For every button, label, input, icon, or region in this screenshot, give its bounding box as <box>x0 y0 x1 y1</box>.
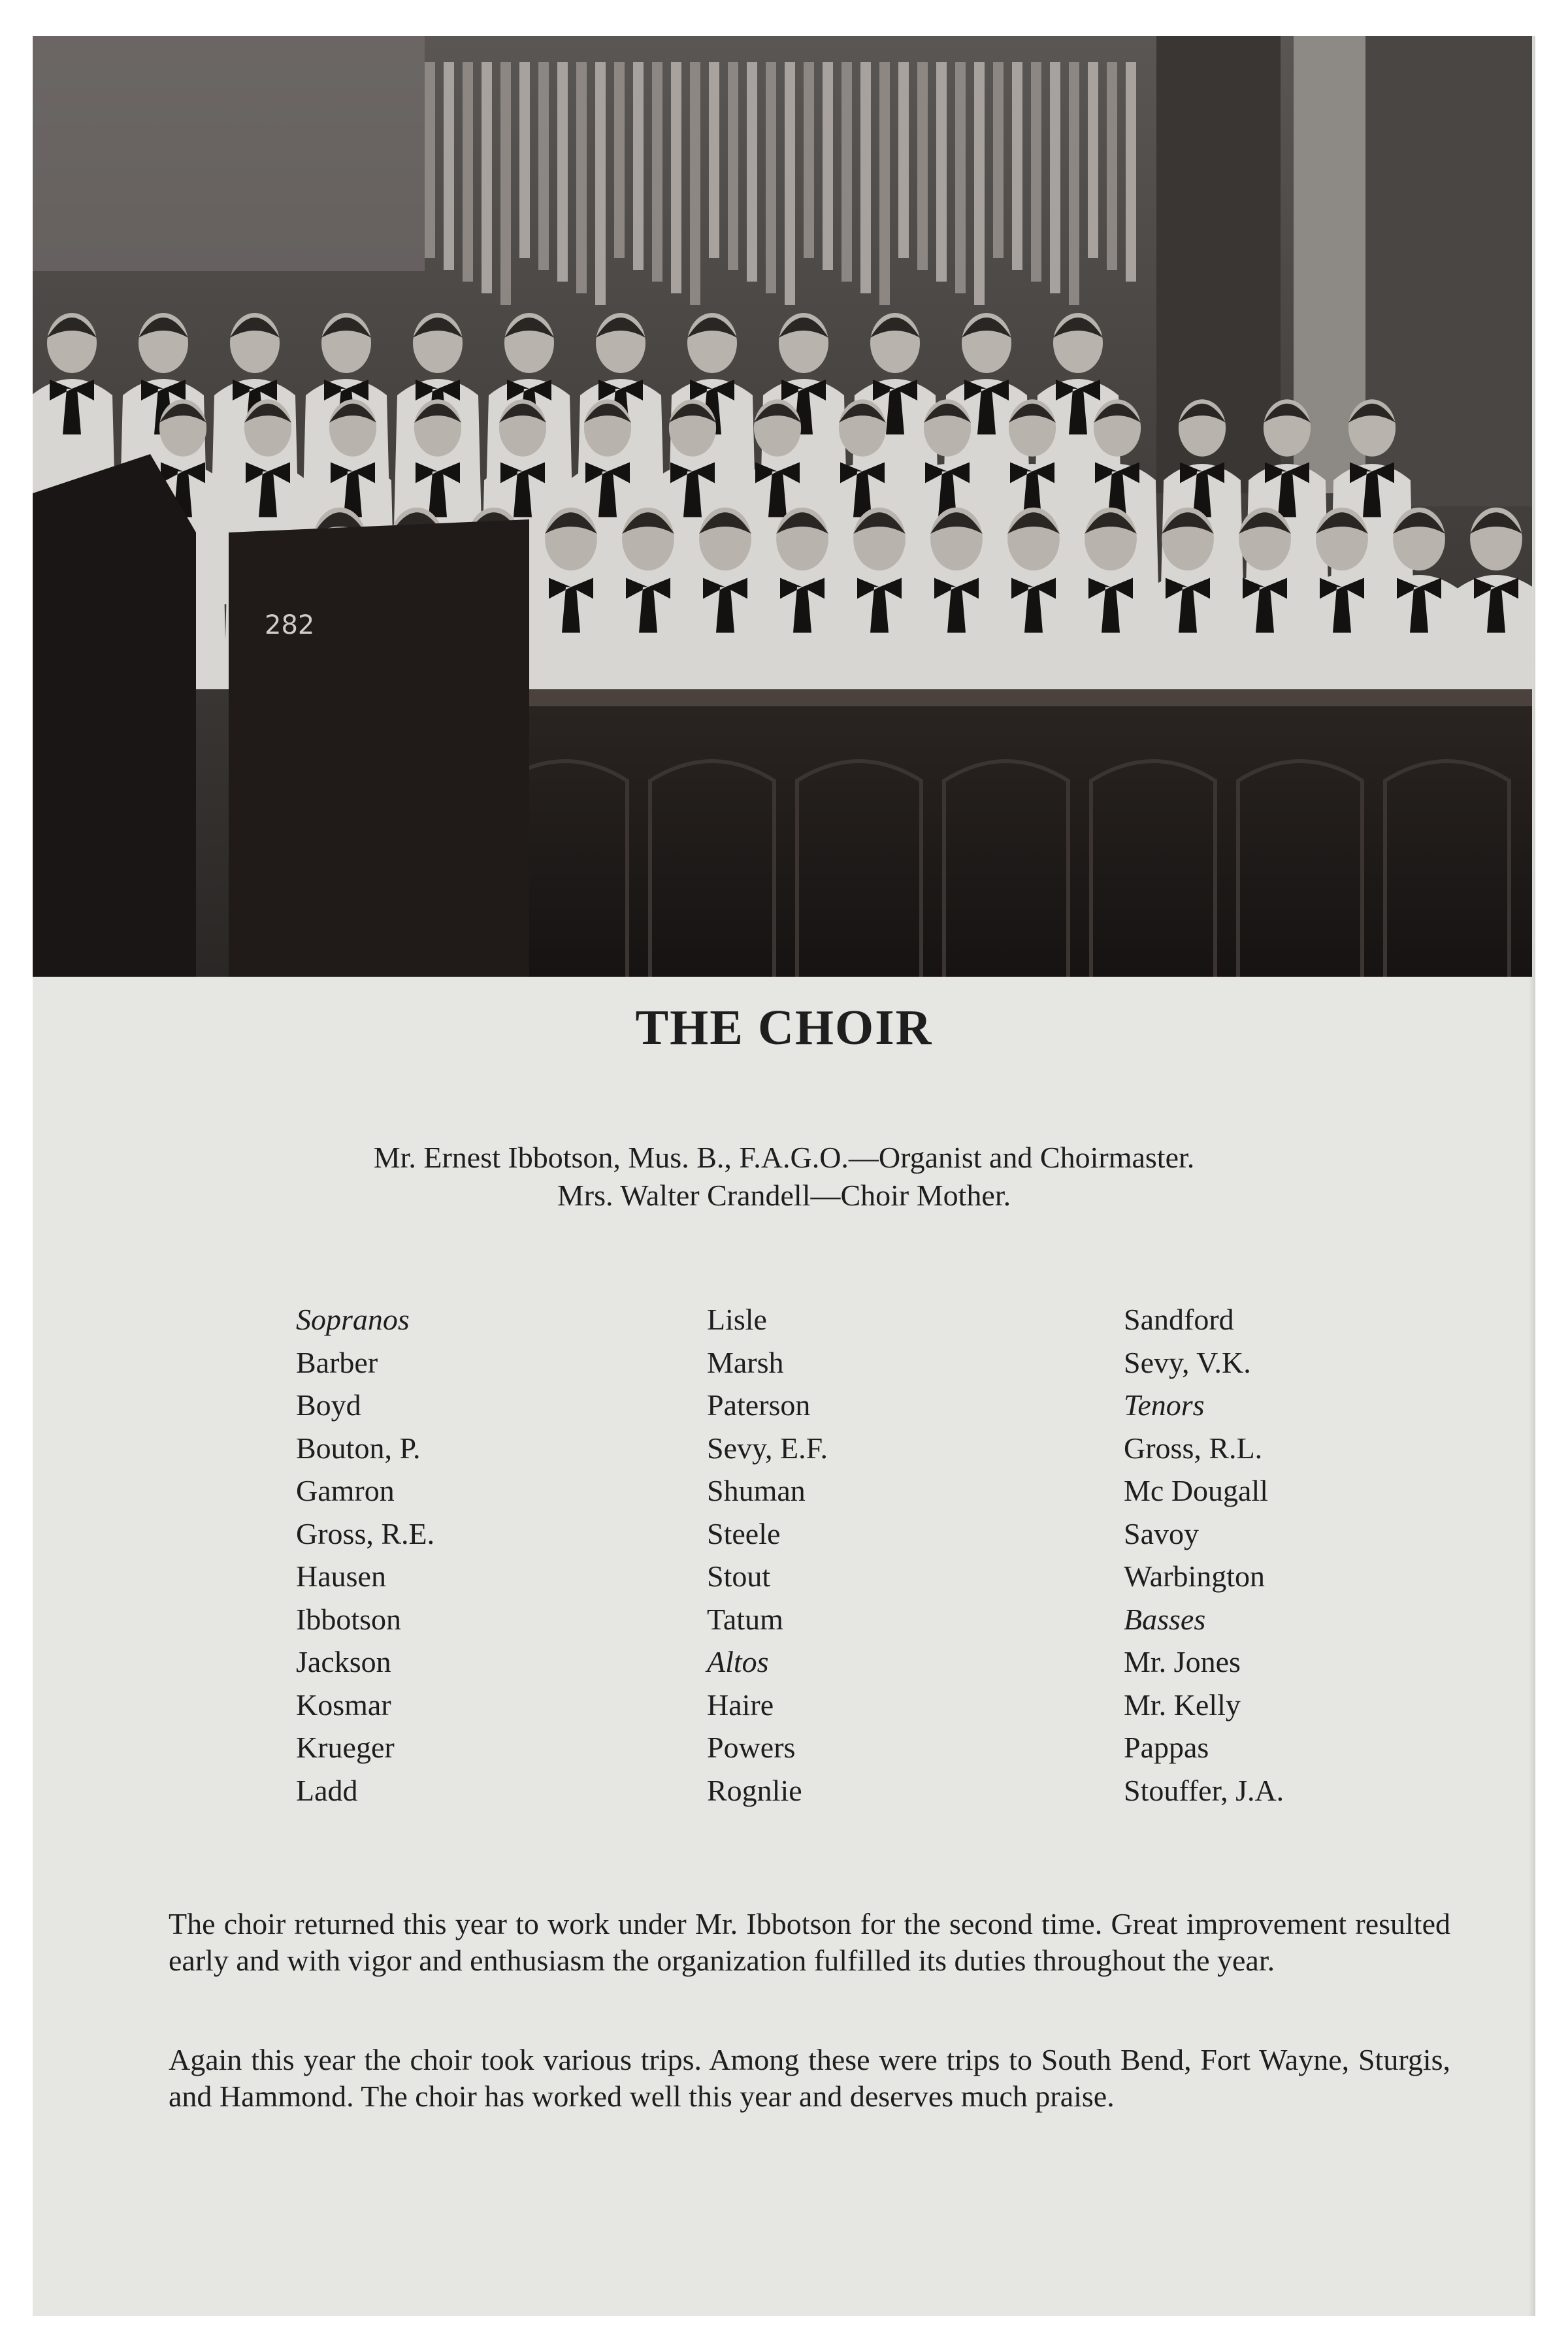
choir-member-name: Sandford <box>1124 1303 1234 1336</box>
stall-number: 282 <box>265 610 315 640</box>
voice-section-heading: Tenors <box>1124 1388 1205 1422</box>
choir-member-name: Ibbotson <box>296 1602 401 1636</box>
choir-member-name: Pappas <box>1124 1731 1209 1764</box>
choir-member-name: Ladd <box>296 1773 358 1807</box>
choir-member-name: Boyd <box>296 1388 361 1422</box>
roster-column-2 <box>707 1298 1099 1812</box>
choir-member-name: Sevy, V.K. <box>1124 1345 1251 1379</box>
choir-member-name: Gamron <box>296 1474 395 1507</box>
voice-section-heading: Sopranos <box>296 1303 410 1336</box>
choir-member-name: Haire <box>707 1688 774 1722</box>
choir-member-name: Gross, R.L. <box>1124 1431 1263 1465</box>
voice-section-heading: Basses <box>1124 1602 1206 1636</box>
choir-member-name: Bouton, P. <box>296 1431 421 1465</box>
page-title: THE CHOIR <box>635 1000 933 1055</box>
choir-member-name: Krueger <box>296 1731 395 1764</box>
paragraph-choir-return: The choir returned this year to work under Mr. Ibbotson for the second time. Great improvement resulted early and with vigor and enthusiasm the organization fulfilled its duties throughout the year. <box>169 1907 1450 1977</box>
choir-member-name: Powers <box>707 1731 796 1764</box>
choir-photograph <box>33 36 1532 977</box>
choir-member-name: Stout <box>707 1560 771 1593</box>
choir-member-name: Mr. Jones <box>1124 1645 1241 1678</box>
choir-member-name: Stouffer, J.A. <box>1124 1773 1284 1807</box>
voice-section-heading: Altos <box>707 1645 769 1678</box>
choir-member-name: Sevy, E.F. <box>707 1431 828 1465</box>
pew-left <box>229 519 529 977</box>
wall-panel <box>33 36 425 271</box>
choir-member-name: Steele <box>707 1516 781 1550</box>
choir-stall <box>451 689 1532 977</box>
choir-member-name: Warbington <box>1124 1560 1266 1593</box>
organist-credit: Mr. Ernest Ibbotson, Mus. B., F.A.G.O.—Organist and Choirmaster. <box>373 1141 1195 1174</box>
choir-member-name: Marsh <box>707 1345 784 1379</box>
choir-member-name: Rognlie <box>707 1773 802 1807</box>
pew-end <box>33 454 196 977</box>
choir-member-name: Mr. Kelly <box>1124 1688 1241 1722</box>
choir-member-name: Gross, R.E. <box>296 1516 435 1550</box>
choir-member-name: Shuman <box>707 1474 806 1507</box>
choir-member-name: Jackson <box>296 1645 391 1678</box>
choir-member-name: Paterson <box>707 1388 811 1422</box>
choir-member-name: Lisle <box>707 1303 767 1336</box>
choir-member-name: Tatum <box>707 1602 783 1636</box>
choir-mother-credit: Mrs. Walter Crandell—Choir Mother. <box>557 1179 1011 1212</box>
roster-column-1 <box>296 1298 688 1812</box>
choir-member-name: Barber <box>296 1345 378 1379</box>
roster-column-3 <box>1124 1298 1516 1812</box>
choir-member-name: Mc Dougall <box>1124 1474 1269 1507</box>
paragraph-choir-trips: Again this year the choir took various trips. Among these were trips to South Bend, Fort Wayne, Sturgis, and Hammond. The choir has worked well this year and deserves much praise. <box>169 2043 1450 2113</box>
choir-member-name: Savoy <box>1124 1516 1199 1550</box>
choir-member-name: Hausen <box>296 1560 386 1593</box>
choir-member-name: Kosmar <box>296 1688 391 1722</box>
choir-photo-illustration <box>33 36 1532 977</box>
stall-rail <box>451 689 1532 706</box>
yearbook-page <box>33 36 1535 2316</box>
